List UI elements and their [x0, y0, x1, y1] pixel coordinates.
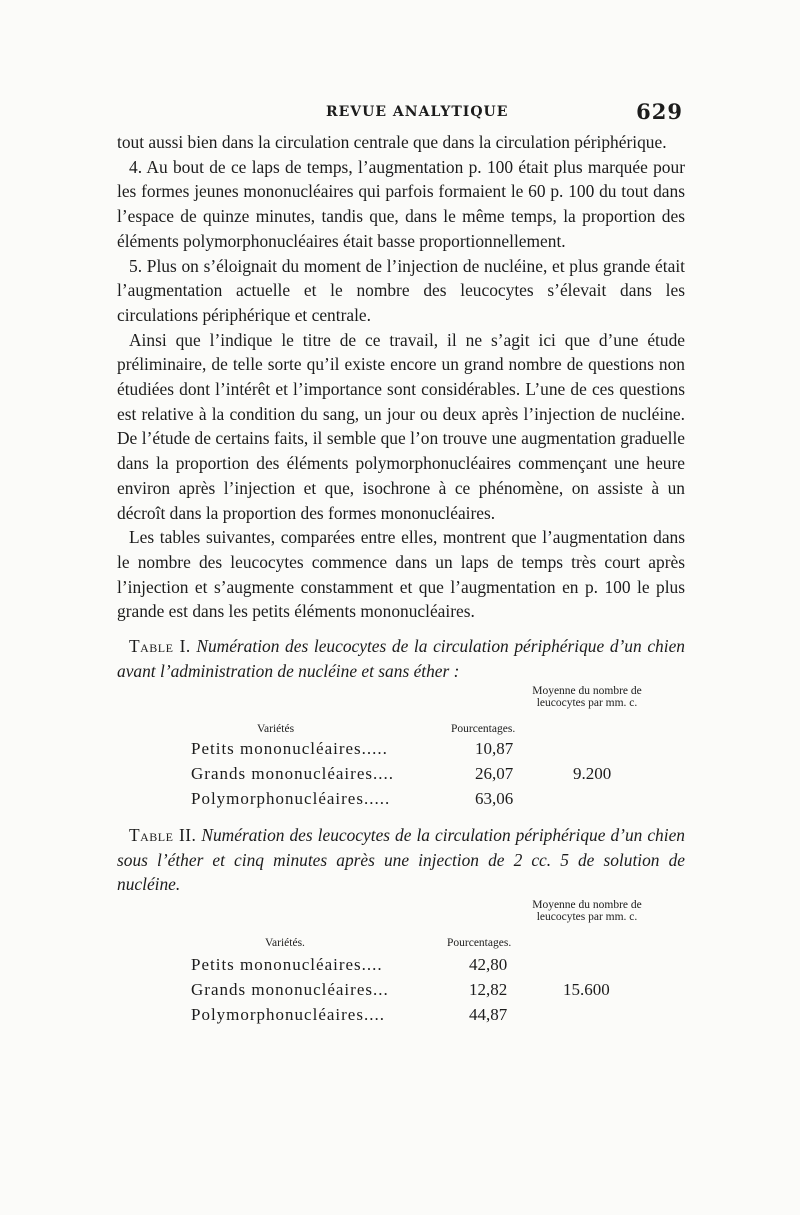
table1: [117, 683, 685, 815]
table1-row-variete: Polymorphonucléaires.....: [191, 789, 391, 809]
running-head: [117, 96, 685, 130]
table1-row-variete: Petits mononucléaires.....: [191, 739, 388, 759]
table2-col-pourcentages: Pourcentages.: [447, 936, 512, 949]
table1-row-pct: 26,07: [475, 764, 514, 784]
table2-row-pct: 44,87: [469, 1004, 508, 1024]
table2-caption-text: Numération des leucocytes de la circulation périphérique d’un chien sous l’éther et cinq minutes après une injection de 2 cc. 5 de solution de nucléine.: [117, 825, 685, 895]
table2-caption: [117, 823, 685, 897]
table2-row-pct: 12,82: [469, 979, 508, 999]
paragraph-item-4: 4. Au bout de ce laps de temps, l’augmentation p. 100 était plus marquée pour les formes jeunes mononucléaires qui parfois formaient le 60 p. 100 du tout dans l’espace de quinze minutes, tandis que, dans le même temps, la proportion des éléments polymorphonucléaires était basse proportionnellement.: [117, 156, 685, 251]
table1-col-pourcentages: Pourcentages.: [451, 723, 516, 736]
table1-col-moyenne: Moyenne du nombre de leucocytes par mm. c.: [532, 685, 642, 710]
paragraph-item-5: 5. Plus on s’éloignait du moment de l’injection de nucléine, et plus grande était l’augmentation actuelle et le nombre des leucocytes s’élevait dans les circulations périphérique et centrale.: [117, 255, 685, 325]
table2-row-variete: Grands mononucléaires...: [191, 979, 389, 999]
table2-col-moyenne: Moyenne du nombre de leucocytes par mm. c.: [532, 898, 642, 923]
page: [117, 96, 685, 1029]
table2-row-variete: Polymorphonucléaires....: [191, 1004, 385, 1024]
table1-row-pct: 63,06: [475, 789, 514, 809]
table1-label: Table I.: [129, 636, 191, 657]
paragraph-preliminary-study: Ainsi que l’indique le titre de ce travail, il ne s’agit ici que d’une étude préliminaire, de telle sorte qu’il existe encore un grand nombre de questions non étudiées dont l’intérêt et l’importance sont considérables. L’une de ces questions est relative à la condition du sang, un jour ou deux après l’injection de nucléine. De l’étude de certains faits, il semble que l’on trouve une augmentation graduelle dans la proportion des éléments polymorphonucléaires commençant une heure environ après l’injection et que, isochrone à ce phénomène, on assiste à un décroît dans la proportion des formes mononucléaires.: [117, 329, 685, 523]
page-number: 629: [636, 99, 683, 124]
table1-row-pct: 10,87: [475, 739, 514, 759]
table1-row-moyenne: 9.200: [573, 764, 612, 784]
table2-row-pct: 42,80: [469, 954, 508, 974]
table1-caption-text: Numération des leucocytes de la circulation périphérique d’un chien avant l’administration de nucléine et sans éther :: [117, 636, 685, 681]
table1-col-varietes: Variétés: [257, 723, 295, 736]
table1-caption: [117, 634, 685, 683]
table2: [117, 897, 685, 1029]
running-title: REVUE ANALYTIQUE: [326, 104, 509, 120]
paragraph-tables-intro: Les tables suivantes, comparées entre elles, montrent que l’augmentation dans le nombre des leucocytes commence dans un laps de temps très court après l’injection et s’augmente constamment et que l’augmentation en p. 100 le plus grande est dans les petits éléments mononucléaires.: [117, 527, 685, 622]
table2-row-moyenne: 15.600: [563, 979, 610, 999]
paragraph-continuation: tout aussi bien dans la circulation centrale que dans la circulation périphérique.: [117, 132, 667, 152]
table2-row-variete: Petits mononucléaires....: [191, 954, 383, 974]
table2-label: Table II.: [129, 825, 197, 846]
table2-col-varietes: Variétés.: [265, 936, 305, 949]
table1-row-variete: Grands mononucléaires....: [191, 764, 394, 784]
